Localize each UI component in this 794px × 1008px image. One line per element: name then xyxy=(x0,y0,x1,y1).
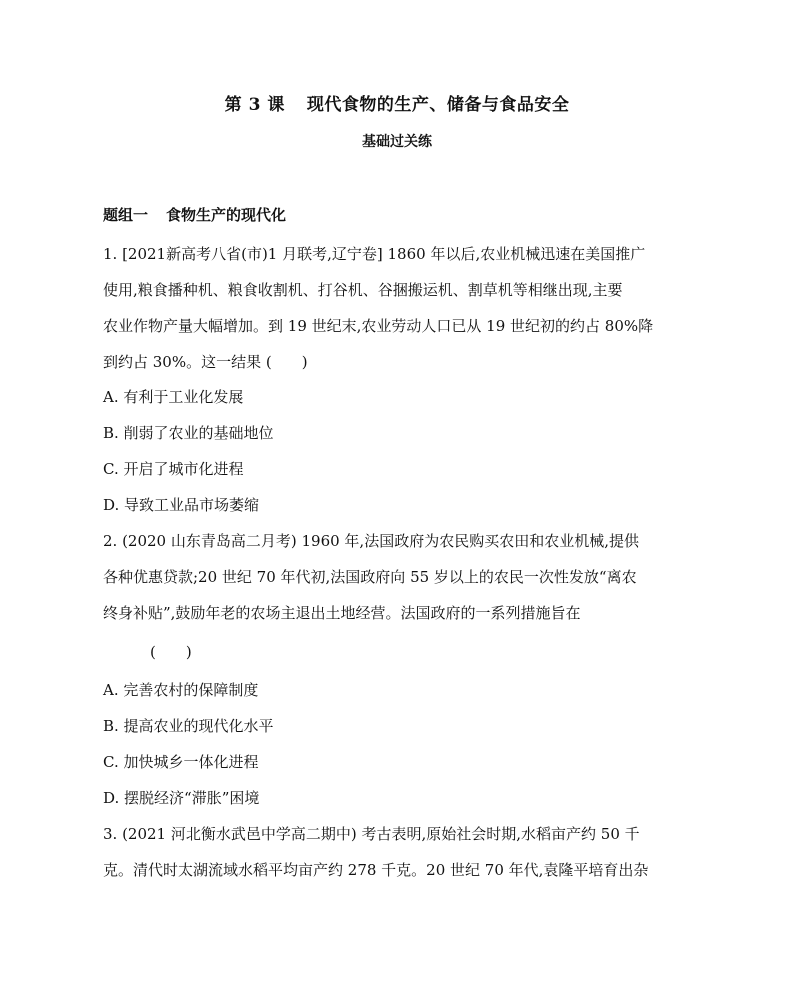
question-1-stem-line-1: 1. [2021新高考八省(市)1 月联考,辽宁卷] 1860 年以后,农业机械迅速在美国推广 xyxy=(103,245,646,263)
page-subtitle: 基础过关练 xyxy=(362,134,432,150)
question-3-stem-line-1: 3. (2021 河北衡水武邑中学高二期中) 考古表明,原始社会时期,水稻亩产约 50 千 xyxy=(103,825,640,843)
question-1-stem-line-4: 到约占 30%。这一结果 ( ) xyxy=(103,353,308,371)
question-1-stem-line-3: 农业作物产量大幅增加。到 19 世纪末,农业劳动人口已从 19 世纪初的约占 80%降 xyxy=(103,317,654,335)
lesson-title xyxy=(0,90,794,115)
question-2-stem-line-2: 各种优惠贷款;20 世纪 70 年代初,法国政府向 55 岁以上的农民一次性发放“离农 xyxy=(103,568,637,586)
question-group-label: 题组一 xyxy=(103,206,149,224)
question-3-stem-line-2: 克。清代时太湖流域水稻平均亩产约 278 千克。20 世纪 70 年代,袁隆平培育出杂 xyxy=(103,861,649,879)
question-1-option-d: D. 导致工业品市场萎缩 xyxy=(103,496,260,514)
question-2-option-c: C. 加快城乡一体化进程 xyxy=(103,753,259,771)
question-1-option-b: B. 削弱了农业的基础地位 xyxy=(103,424,274,442)
question-2-option-a: A. 完善农村的保障制度 xyxy=(103,681,259,699)
lesson-number: 第 3 课 xyxy=(224,95,285,115)
question-2-option-b: B. 提高农业的现代化水平 xyxy=(103,717,274,735)
question-2-answer-blank: ( ) xyxy=(150,643,192,661)
lesson-name: 现代食物的生产、储备与食品安全 xyxy=(306,95,570,115)
question-1-option-a: A. 有利于工业化发展 xyxy=(103,388,244,406)
question-1-option-c: C. 开启了城市化进程 xyxy=(103,460,244,478)
section-heading xyxy=(103,204,286,225)
question-1-stem-line-2: 使用,粮食播种机、粮食收割机、打谷机、谷捆搬运机、割草机等相继出现,主要 xyxy=(103,281,623,299)
question-2-option-d: D. 摆脱经济“滞胀”困境 xyxy=(103,789,260,807)
question-2-stem-line-1: 2. (2020 山东青岛高二月考) 1960 年,法国政府为农民购买农田和农业机械,提供 xyxy=(103,532,639,550)
question-2-stem-line-3: 终身补贴”,鼓励年老的农场主退出土地经营。法国政府的一系列措施旨在 xyxy=(103,604,581,622)
question-group-topic: 食物生产的现代化 xyxy=(166,206,287,224)
